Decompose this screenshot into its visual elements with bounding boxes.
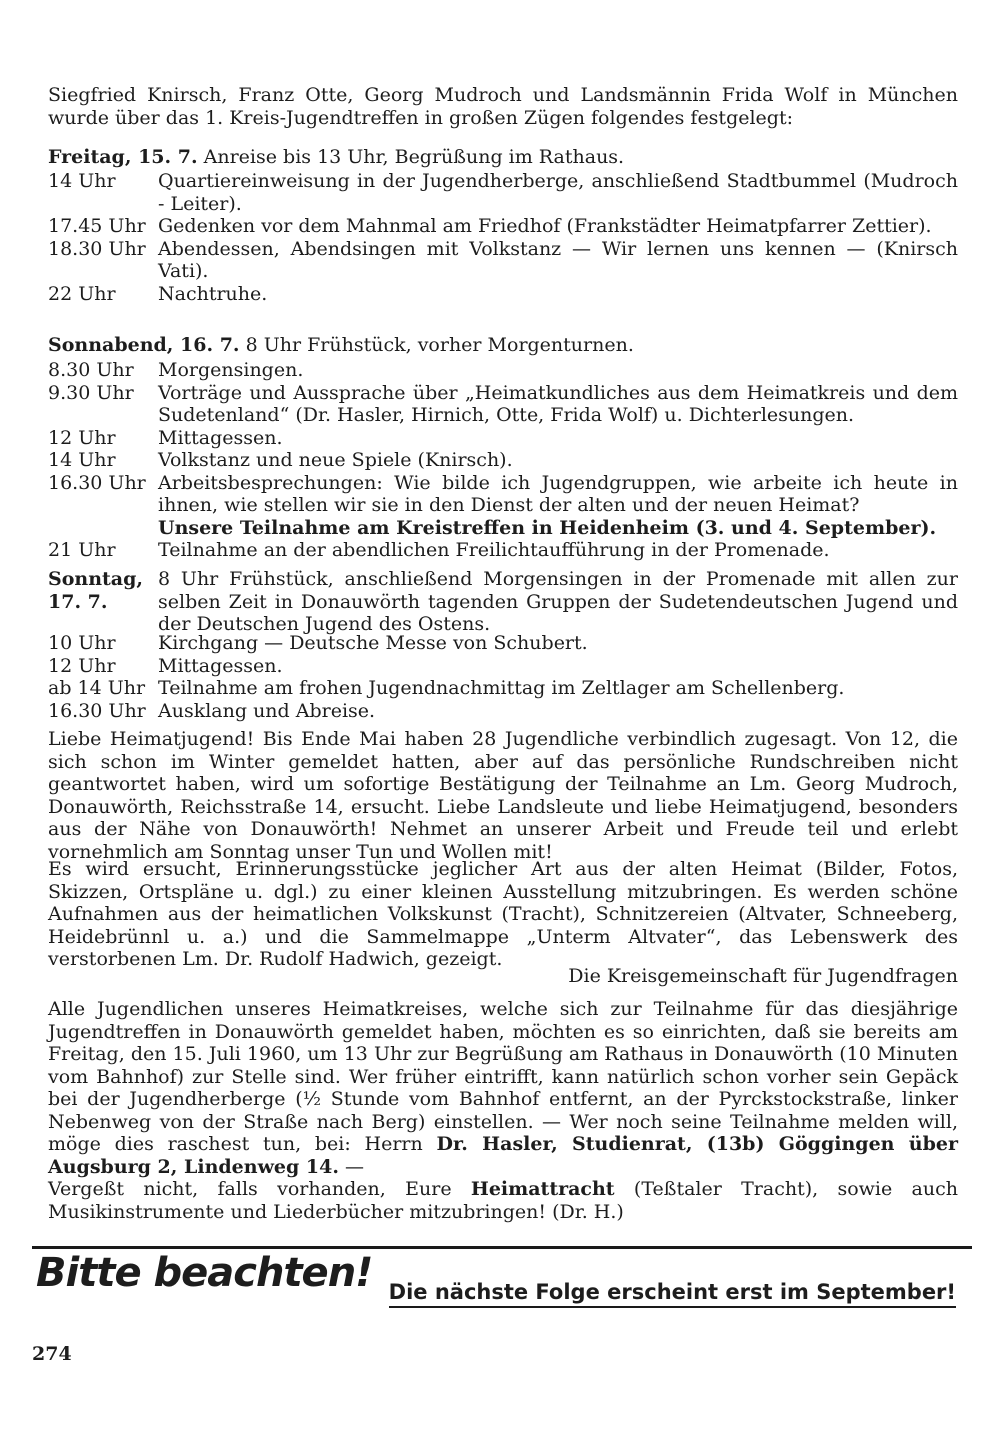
schedule-row [48,472,958,540]
schedule-text: Teilnahme an der abendlichen Freilichtaufführung in der Promenade. [158,539,830,561]
saturday-heading [48,334,958,357]
schedule-text: Teilnahme am frohen Jugendnachmittag im Zeltlager am Schellenberg. [158,677,845,699]
notice-banner [36,1250,966,1326]
reminder-bold: Heimattracht [470,1178,615,1200]
schedule-time: 14 Uhr [48,449,116,471]
schedule-row [48,283,958,306]
reminder-text-a: Vergeßt nicht, falls vorhanden, Eure [48,1178,452,1200]
contact-address: Dr. Hasler, Studienrat, (13b) Göggingen über Augsburg 2, Lindenweg 14. [48,1133,958,1178]
saturday-day-text: 8 Uhr Frühstück, vorher Morgenturnen. [245,334,634,356]
saturday-schedule [48,359,958,562]
schedule-time: 16.30 Uhr [48,699,146,722]
schedule-row [48,449,958,472]
schedule-row [48,677,958,700]
arrival-paragraph [48,998,958,1178]
schedule-text: Abendessen, Abendsingen mit Volkstanz — Wir lernen uns kennen — (Knirsch Vati). [158,237,958,282]
saturday-day-label: Sonnabend, 16. 7. [48,334,240,356]
schedule-text: Mittagessen. [158,426,283,449]
signature: Die Kreisgemeinschaft für Jugendfragen [568,965,958,987]
schedule-time: 12 Uhr [48,654,116,677]
schedule-time: 22 Uhr [48,282,116,305]
page-number: 274 [32,1343,72,1365]
intro-paragraph: Siegfried Knirsch, Franz Otte, Georg Mudroch und Landsmännin Frida Wolf in München wurde über das 1. Kreis-Jugendtreffen in großen Zügen folgendes festgelegt: [48,84,958,129]
schedule-text: Quartiereinweisung in der Jugendherberge, anschließend Stadtbummel (Mudroch - Leiter). [158,170,958,215]
arrival-text: Alle Jugendlichen unseres Heimatkreises, welche sich zur Teilnahme für das diesjährige Jugendtreffen in Donauwörth gemeldet haben, möchten es so einrichten, daß sie bereits am Freitag, den 15. Juli 1960, um 13 Uhr zur Begrüßung am Rathaus in Donauwörth (10 Minuten vom Bahnhof) zur Stelle sind. Wer früher eintrifft, kann natürlich schon vorher sein Gepäck bei der Jugendherberge (½ Stunde vom Bahnhof entfernt, an der Pyrckstockstraße, linker Nebenweg von der Straße nach Berg) einstellen. — Wer noch seine Teilnahme melden will, möge dies raschest tun, bei: Herrn [48,998,958,1155]
schedule-time: 17.45 Uhr [48,215,146,237]
schedule-time: 16.30 Uhr [48,471,146,494]
schedule-time: 14 Uhr [48,170,116,192]
invitation-paragraph: Liebe Heimatjugend! Bis Ende Mai haben 28 Jugendliche verbindlich zugesagt. Von 12, die sich schon im Winter gemeldet hatten, aber auf das persönliche Rundschreiben nicht geantwortet haben, wird um sofortige Bestätigung der Teilnahme an Lm. Georg Mudroch, Donauwörth, Reichsstraße 14, ersucht. Liebe Landsleute und liebe Heimatjugend, besonders aus der Nähe von Donauwörth! Nehmet an unserer Arbeit und Freude teil und erlebt vornehmlich am Sonntag unser Tun und Wollen mit! [48,728,958,863]
schedule-time: 10 Uhr [48,632,116,654]
sunday-schedule [48,632,958,722]
friday-heading [48,146,958,169]
schedule-row [48,238,958,283]
schedule-text: Kirchgang — Deutsche Messe von Schubert. [158,632,588,654]
sunday-day-label: Sonntag, 17. 7. [48,568,144,613]
schedule-row [48,382,958,427]
schedule-time: 18.30 Uhr [48,237,146,260]
schedule-row [48,655,958,678]
notice-text: Die nächste Folge erscheint erst im September! [389,1281,956,1308]
schedule-time: ab 14 Uhr [48,677,146,699]
schedule-row [48,700,958,723]
schedule-text: Morgensingen. [158,359,304,381]
schedule-text: Volkstanz und neue Spiele (Knirsch). [158,449,513,471]
schedule-time: 12 Uhr [48,426,116,449]
sunday-heading [48,568,958,636]
arrival-end: — [345,1155,365,1178]
notice-title: Bitte beachten! [36,1250,373,1296]
reminder-text-b: (Teßtaler Tracht), sowie auch Musikinstrumente und Liederbücher mitzubringen! (Dr. H.) [48,1178,958,1223]
schedule-text: Arbeitsbesprechungen: Wie bilde ich Jugendgruppen, wie arbeite ich heute in ihnen, wie stellen wir sie in den Dienst der alten und der neuen Heimat? [158,471,958,516]
schedule-time: 21 Uhr [48,539,116,561]
schedule-bold-note: Unsere Teilnahme am Kreistreffen in Heidenheim (3. und 4. September). [158,516,937,539]
schedule-row [48,427,958,450]
exhibition-paragraph: Es wird ersucht, Erinnerungsstücke jeglicher Art aus der alten Heimat (Bilder, Fotos, Skizzen, Ortspläne u. dgl.) zu einer kleinen Ausstellung mitzubringen. Es werden schöne Aufnahmen aus der heimatlichen Volkskunst (Tracht), Schnitzereien (Altvater, Schneeberg, Heidebrünnl u. a.) und die Sammelmappe „Unterm Altvater“, das Lebenswerk des verstorbenen Lm. Dr. Rudolf Hadwich, gezeigt. [48,858,958,970]
schedule-row [48,359,958,382]
friday-schedule [48,170,958,305]
schedule-row [48,170,958,215]
schedule-text: Mittagessen. [158,654,283,677]
reminder-paragraph [48,1178,958,1223]
schedule-row [48,632,958,655]
schedule-time: 8.30 Uhr [48,359,134,381]
schedule-text: Ausklang und Abreise. [158,699,376,722]
friday-day-text: Anreise bis 13 Uhr, Begrüßung im Rathaus. [203,146,625,168]
schedule-row [48,215,958,238]
divider-rule [32,1246,972,1249]
friday-day-label: Freitag, 15. 7. [48,146,198,168]
schedule-text: Vorträge und Aussprache über „Heimatkundliches aus dem Heimatkreis und dem Sudetenland“ (Dr. Hasler, Hirnich, Otte, Frida Wolf) u. Dichterlesungen. [158,381,958,426]
schedule-text: Nachtruhe. [158,282,268,305]
schedule-time: 9.30 Uhr [48,381,134,404]
schedule-text: Gedenken vor dem Mahnmal am Friedhof (Frankstädter Heimatpfarrer Zettier). [158,215,932,237]
sunday-day-text: 8 Uhr Frühstück, anschließend Morgensingen in der Promenade mit allen zur selben Zeit in Donauwörth tagenden Gruppen der Sudetendeutschen Jugend und der Deutschen Jugend des Ostens. [158,568,958,635]
schedule-row [48,539,958,562]
